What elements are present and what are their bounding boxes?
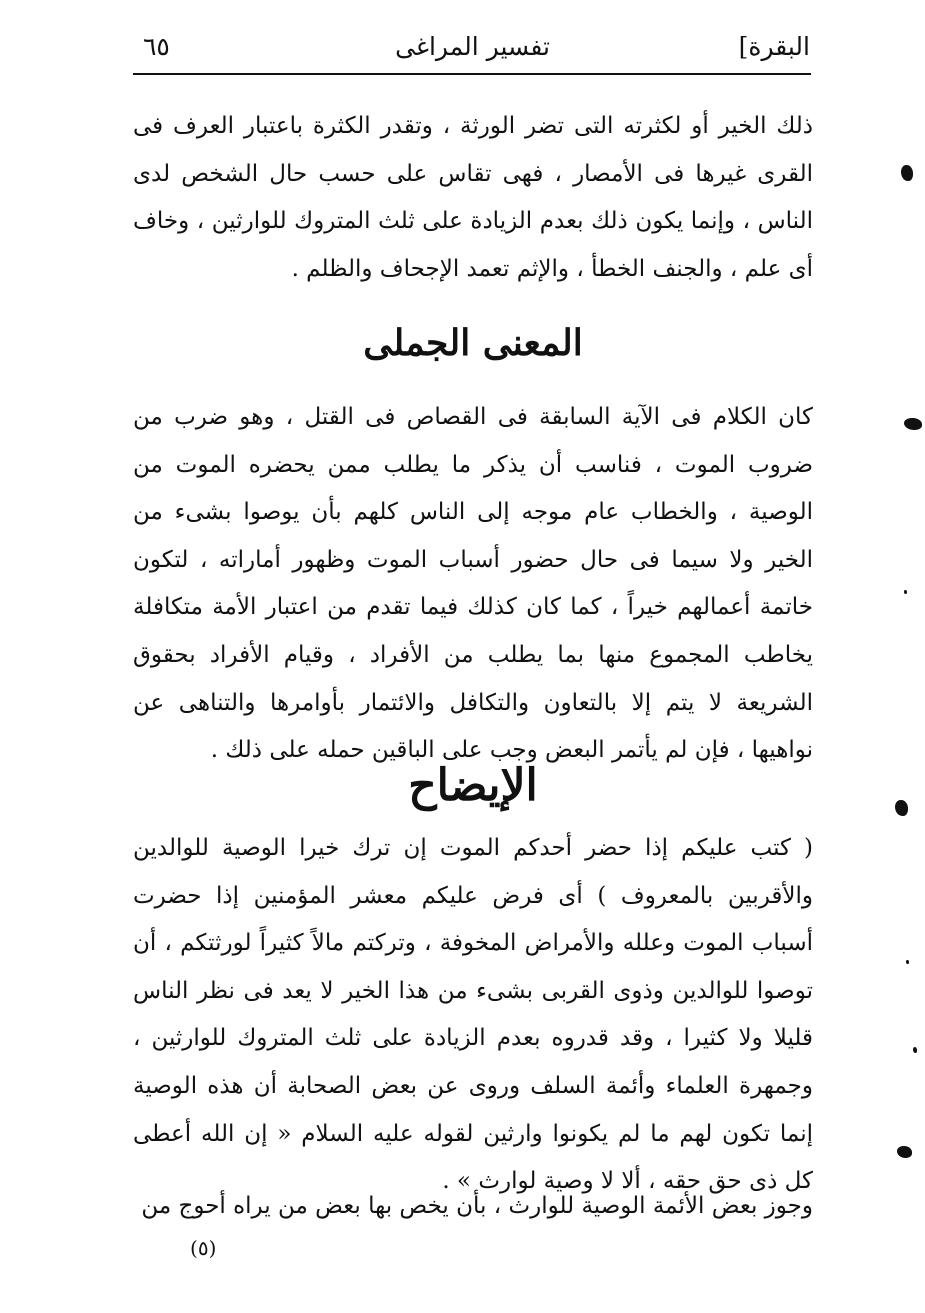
ink-speck	[906, 960, 909, 964]
running-header	[135, 30, 810, 70]
page-number: ٦٥	[143, 32, 170, 61]
signature-mark: (٥)	[190, 1236, 217, 1260]
ink-speck	[913, 1047, 917, 1053]
paragraph-explanation: ( كتب عليكم إذا حضر أحدكم الموت إن ترك خيرا الوصية للوالدين والأقربين بالمعروف ) أى فرض عليكم معشر المؤمنين إذا حضرت أسباب الموت وعلله والأمراض المخوفة ، وتركتم مالاً كثيراً لورثتكم ، أن توصوا للوالدين وذوى القربى بشىء من هذا الخير لا يعد فى نظر الناس قليلا ولا كثيرا ، وقد قدروه بعدم الزيادة على ثلث المتروك للوارثين ، وجمهرة العلماء وأئمة السلف وروى عن بعض الصحابة أن هذه الوصية إنما تكون لهم ما لم يكونوا وارثين لقوله عليه السلام « إن الله أعطى كل ذى حق حقه ، ألا لا وصية لوارث » .	[133, 835, 813, 1195]
book-title: تفسير المراغى	[395, 32, 550, 61]
paragraph-closing: وجوز بعض الأئمة الوصية للوارث ، بأن يخص بها بعض من يراه أحوج من	[141, 1193, 813, 1219]
ink-speck	[904, 418, 922, 430]
header-divider	[133, 73, 811, 75]
ink-speck	[895, 800, 908, 816]
heading-general-meaning: المعنى الجملى	[363, 322, 583, 364]
paragraph-intro: ذلك الخير أو لكثرته التى تضر الورثة ، وتقدر الكثرة باعتبار العرف فى القرى غيرها فى الأمصار ، فهى تقاس على حسب حال الشخص لدى الناس ، وإنما يكون ذلك بعدم الزيادة على ثلث المتروك للوارثين ، وخاف أى علم ، والجنف الخطأ ، والإثم تعمد الإجحاف والظلم .	[133, 113, 813, 282]
paragraph-general-meaning: كان الكلام فى الآية السابقة فى القصاص فى القتل ، وهو ضرب من ضروب الموت ، فناسب أن يذكر ما يطلب ممن يحضره الموت من الوصية ، والخطاب عام موجه إلى الناس كلهم بأن يوصوا بشىء من الخير ولا سيما فى حال حضور أسباب الموت وظهور أماراته ، لتكون خاتمة أعمالهم خيراً ، كما كان كذلك فيما تقدم من اعتبار الأمة متكافلة يخاطب المجموع منها بما يطلب من الأفراد ، وقيام الأفراد بحقوق الشريعة لا يتم إلا بالتعاون والتكافل والائتمار بأوامرها والتناهى عن نواهيها ، فإن لم يأتمر البعض وجب على الباقين حمله على ذلك .	[133, 404, 813, 764]
surah-name: البقرة]	[738, 32, 810, 61]
ink-speck	[904, 590, 907, 594]
heading-explanation: الإيضاح	[408, 760, 538, 811]
ink-speck	[901, 165, 913, 181]
ink-speck	[897, 1146, 912, 1158]
